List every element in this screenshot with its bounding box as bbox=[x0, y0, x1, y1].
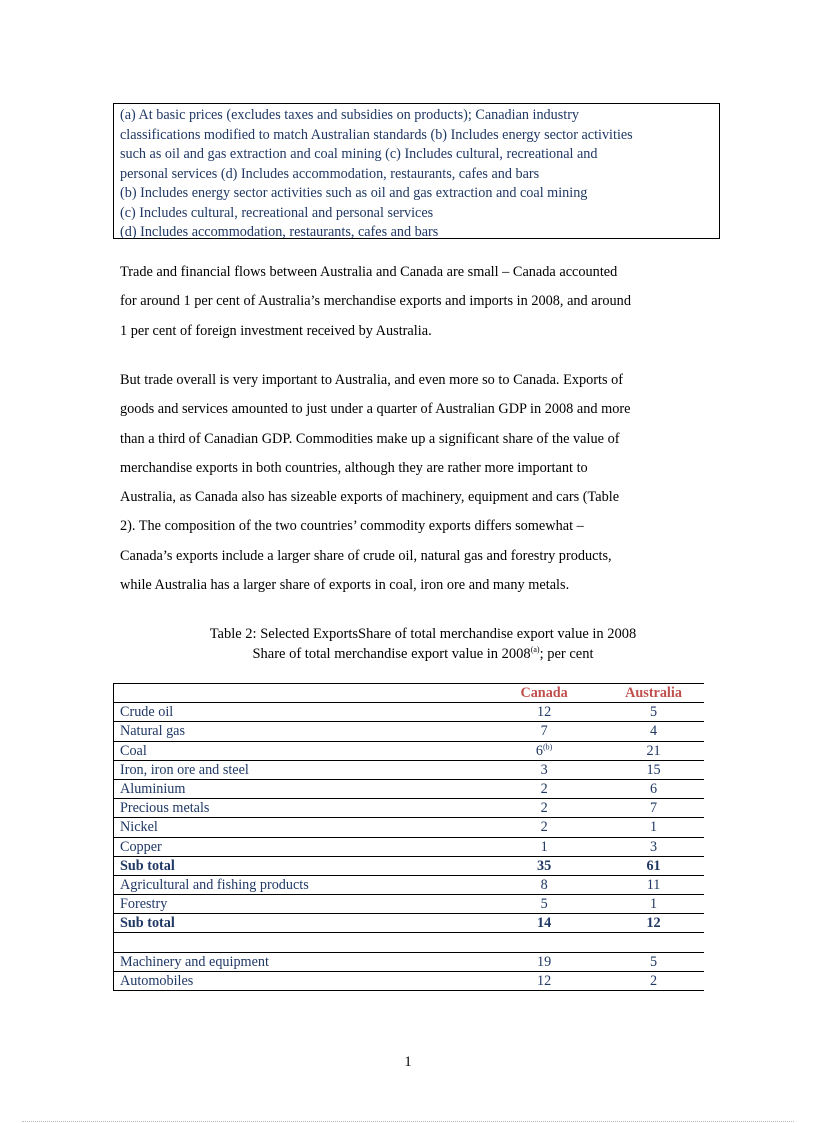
table-caption-title: Table 2: Selected ExportsShare of total merchandise export value in 2008 bbox=[209, 626, 637, 642]
note-line: personal services (d) Includes accommodation, restaurants, cafes and bars bbox=[120, 165, 540, 182]
canada-value-text: 19 bbox=[537, 953, 552, 970]
page-number: 1 bbox=[404, 1054, 412, 1070]
canada-value-text: 12 bbox=[537, 972, 552, 989]
paragraph-line: 2). The composition of the two countries’ commodity exports differs somewhat – bbox=[120, 518, 584, 535]
canada-value-text: 35 bbox=[537, 857, 552, 874]
australia-value: 5 bbox=[603, 952, 704, 971]
australia-value: 1 bbox=[603, 895, 704, 914]
canada-value-text: 5 bbox=[540, 896, 548, 913]
row-label: Forestry bbox=[114, 895, 486, 914]
caption-subtitle-text: Share of total merchandise export value in 2008 bbox=[252, 646, 531, 662]
table-row bbox=[114, 933, 705, 952]
table-row bbox=[114, 703, 705, 722]
canada-value-text: 1 bbox=[540, 838, 548, 855]
australia-value: 1 bbox=[603, 818, 704, 837]
table-row bbox=[114, 722, 705, 741]
canada-value bbox=[485, 971, 603, 990]
row-label: Iron, iron ore and steel bbox=[114, 760, 486, 779]
paragraph-line: 1 per cent of foreign investment received by Australia. bbox=[120, 322, 432, 339]
canada-value bbox=[485, 933, 603, 952]
australia-value: 7 bbox=[603, 799, 704, 818]
note-line: (d) Includes accommodation, restaurants, cafes and bars bbox=[120, 224, 439, 240]
paragraph-line: while Australia has a larger share of exports in coal, iron ore and many metals. bbox=[120, 577, 570, 594]
row-label: Automobiles bbox=[114, 971, 486, 990]
canada-value bbox=[485, 703, 603, 722]
note-line: (b) Includes energy sector activities such as oil and gas extraction and coal mining bbox=[120, 185, 588, 201]
header-label-cell bbox=[114, 684, 486, 703]
table-row bbox=[114, 741, 705, 760]
canada-value bbox=[485, 818, 603, 837]
row-label: Aluminium bbox=[114, 779, 486, 798]
canada-footnote-marker: (b) bbox=[543, 741, 553, 751]
canada-value bbox=[485, 856, 603, 875]
row-label: Machinery and equipment bbox=[114, 952, 486, 971]
australia-value: 2 bbox=[603, 971, 704, 990]
australia-value: 15 bbox=[603, 760, 704, 779]
table-row bbox=[114, 837, 705, 856]
row-label: Precious metals bbox=[114, 799, 486, 818]
paragraph-trade-importance bbox=[120, 366, 700, 600]
canada-value bbox=[485, 895, 603, 914]
canada-value bbox=[485, 760, 603, 779]
note-line: such as oil and gas extraction and coal mining (c) Includes cultural, recreational and bbox=[120, 146, 598, 162]
canada-value-text: 2 bbox=[540, 819, 548, 836]
row-label: Sub total bbox=[114, 856, 486, 875]
caption-footnote-marker: (a) bbox=[530, 645, 540, 655]
canada-value-text: 7 bbox=[540, 723, 548, 740]
table-row bbox=[114, 895, 705, 914]
canada-value-text: 14 bbox=[537, 915, 552, 932]
canada-value bbox=[485, 952, 603, 971]
exports-table bbox=[113, 683, 704, 991]
caption-subtitle-unit: ; per cent bbox=[539, 646, 594, 662]
canada-value bbox=[485, 837, 603, 856]
row-label bbox=[114, 933, 486, 952]
paragraph-line: But trade overall is very important to Australia, and even more so to Canada. Exports of bbox=[120, 372, 624, 388]
canada-value-text: 2 bbox=[540, 800, 548, 817]
canada-value bbox=[485, 779, 603, 798]
canada-value-text: 6 bbox=[535, 742, 543, 759]
canada-value bbox=[485, 875, 603, 894]
australia-value: 61 bbox=[603, 856, 704, 875]
canada-value-text: 12 bbox=[537, 704, 552, 721]
australia-value: 3 bbox=[603, 837, 704, 856]
table-row bbox=[114, 971, 705, 990]
table-header-row bbox=[114, 684, 705, 703]
paragraph-line: than a third of Canadian GDP. Commodities make up a significant share of the value of bbox=[120, 430, 620, 447]
table-row bbox=[114, 779, 705, 798]
table-row bbox=[114, 914, 705, 933]
canada-value-text: 3 bbox=[540, 761, 548, 778]
row-label: Sub total bbox=[114, 914, 486, 933]
row-label: Natural gas bbox=[114, 722, 486, 741]
table-notes-box bbox=[113, 103, 720, 239]
paragraph-line: Trade and financial flows between Australia and Canada are small – Canada accounted bbox=[120, 264, 618, 280]
paragraph-line: for around 1 per cent of Australia’s merchandise exports and imports in 2008, and around bbox=[120, 293, 631, 310]
row-label: Nickel bbox=[114, 818, 486, 837]
row-label: Crude oil bbox=[114, 703, 486, 722]
paragraph-line: goods and services amounted to just under a quarter of Australian GDP in 2008 and more bbox=[120, 401, 631, 418]
table-row bbox=[114, 952, 705, 971]
header-australia: Australia bbox=[603, 684, 704, 703]
canada-value bbox=[485, 722, 603, 741]
note-line: (a) At basic prices (excludes taxes and subsidies on products); Canadian industry bbox=[120, 107, 580, 123]
canada-value-text: 8 bbox=[540, 876, 548, 893]
canada-value bbox=[485, 799, 603, 818]
row-label: Agricultural and fishing products bbox=[114, 875, 486, 894]
australia-value bbox=[603, 933, 704, 952]
table-caption-subtitle bbox=[113, 644, 733, 664]
table-row bbox=[114, 818, 705, 837]
canada-value bbox=[485, 914, 603, 933]
table-row bbox=[114, 875, 705, 894]
note-line: (c) Includes cultural, recreational and personal services bbox=[120, 204, 434, 221]
canada-value-text: 2 bbox=[540, 781, 548, 798]
table-row bbox=[114, 760, 705, 779]
canada-value bbox=[485, 741, 603, 760]
australia-value: 11 bbox=[603, 875, 704, 894]
paragraph-line: Canada’s exports include a larger share of crude oil, natural gas and forestry products, bbox=[120, 547, 612, 564]
exports-table-body bbox=[114, 684, 705, 991]
paragraph-line: Australia, as Canada also has sizeable exports of machinery, equipment and cars (Table bbox=[120, 489, 620, 506]
header-canada: Canada bbox=[485, 684, 603, 703]
row-label: Coal bbox=[114, 741, 486, 760]
page-bottom-divider bbox=[22, 1121, 794, 1122]
row-label: Copper bbox=[114, 837, 486, 856]
australia-value: 21 bbox=[603, 741, 704, 760]
note-line: classifications modified to match Australian standards (b) Includes energy sector activities bbox=[120, 126, 633, 143]
paragraph-trade-flows bbox=[120, 258, 700, 346]
table-row bbox=[114, 856, 705, 875]
australia-value: 12 bbox=[603, 914, 704, 933]
australia-value: 5 bbox=[603, 703, 704, 722]
paragraph-line: merchandise exports in both countries, although they are rather more important to bbox=[120, 459, 588, 476]
australia-value: 6 bbox=[603, 779, 704, 798]
table-row bbox=[114, 799, 705, 818]
australia-value: 4 bbox=[603, 722, 704, 741]
